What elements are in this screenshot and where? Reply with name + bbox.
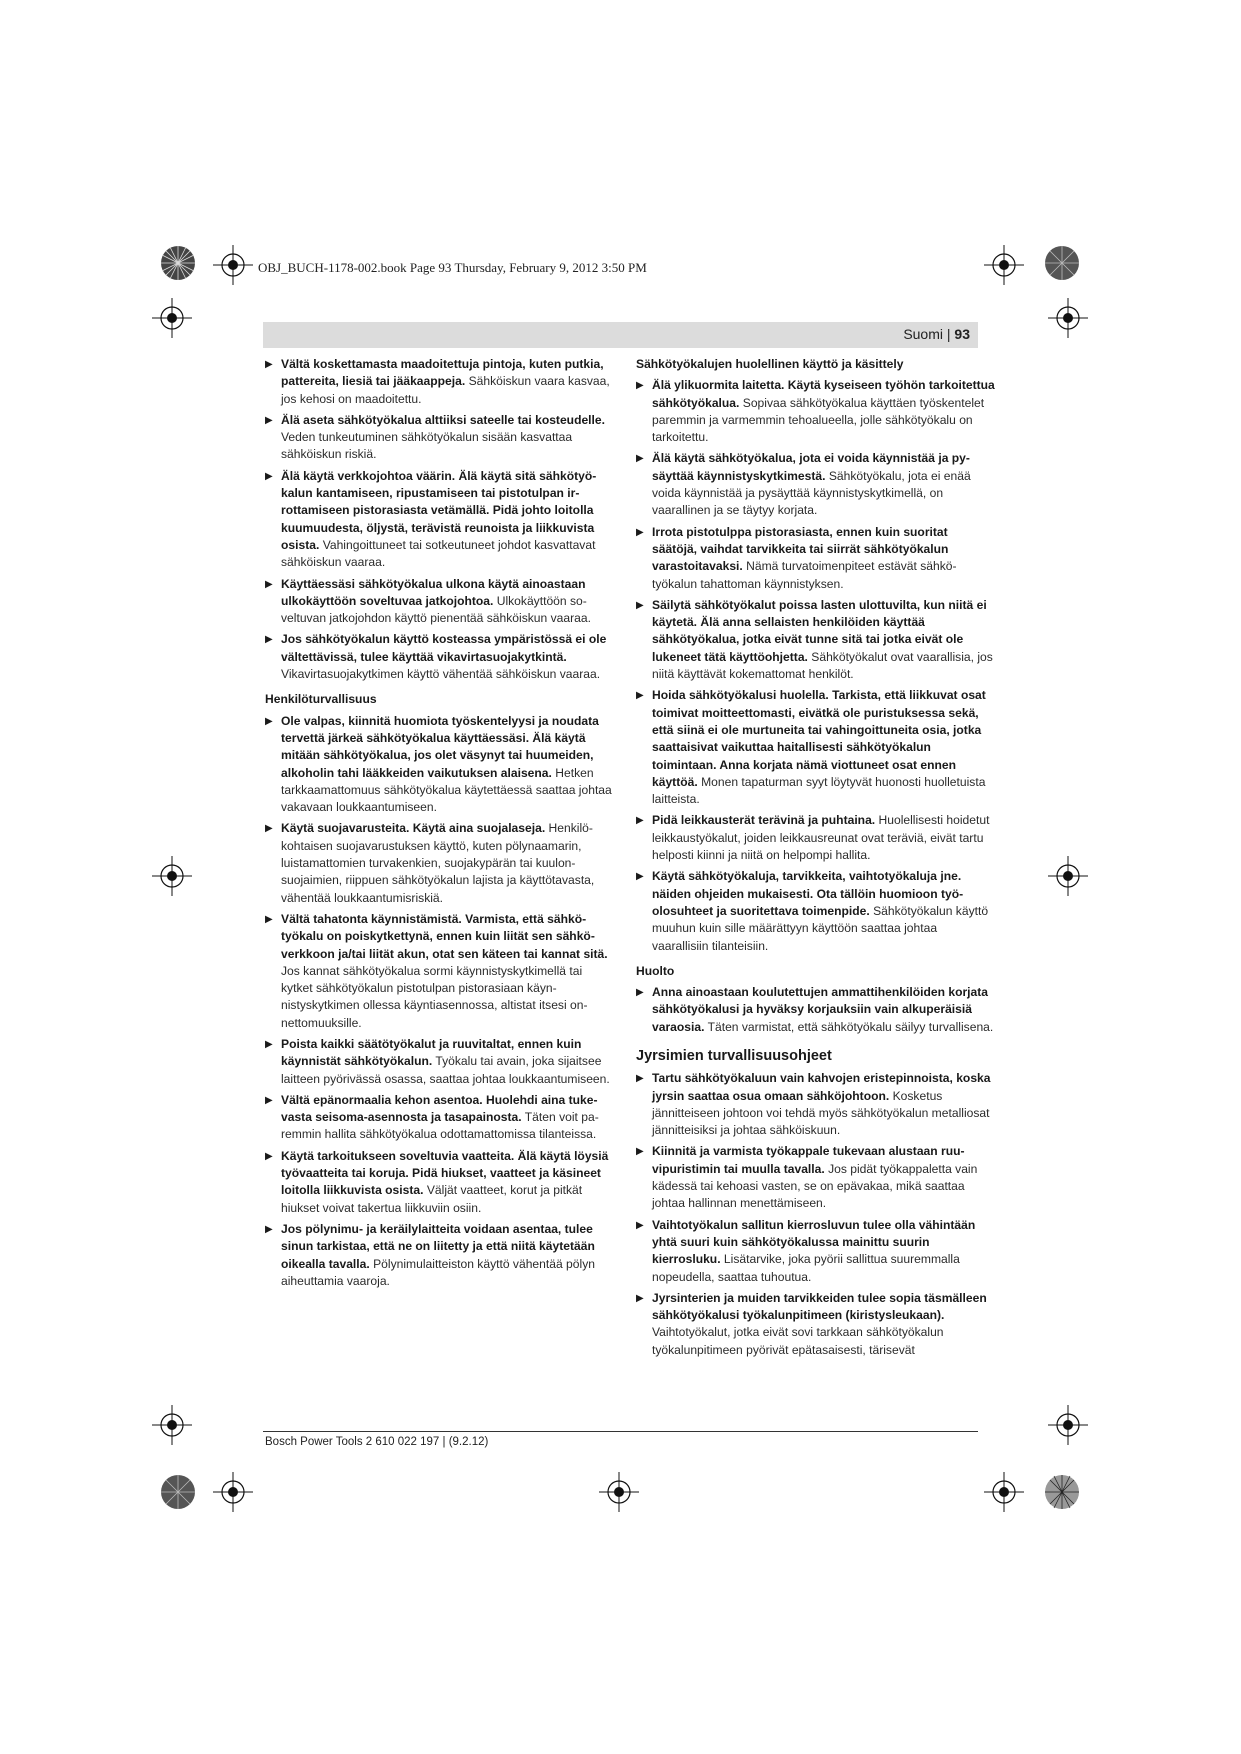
triangle-bullet-icon: ▶ <box>265 414 273 426</box>
instruction-explanation: Jos kannat sähkötyökalua sormi käynnistyskytkimellä tai kytket sähkötyökalun pistotulpan pistorasiaan käynnistyskytkimen ollessa käyntiasennossa, altistat itsesi onnettomuuksille. <box>281 963 588 1030</box>
instruction-explanation: Vikavirtasuojakytkimen käyttö vähentää sähköiskun vaaraa. <box>281 667 601 682</box>
instruction-emphasis: Irrota pistotulppa pistorasiasta, ennen kuin suoritat säätöjä, vaihdat tarvikkeita tai siirrät sähkötyökalun varastoitavaksi. <box>652 524 949 574</box>
instruction-explanation: Sähkötyökalu, jota ei enää voida käynnistää ja pysäyttää käynnistyskytkimellä, on vaarallinen ja se täytyy korjata. <box>652 468 971 518</box>
registration-rosette-icon <box>1044 1474 1080 1510</box>
triangle-bullet-icon: ▶ <box>265 1223 273 1235</box>
instruction-emphasis: Jos sähkötyökalun käyttö kosteassa ympäristössä ei ole vältettävissä, tulee käyttää vikavirtasuojakytkintä. <box>281 632 607 664</box>
instruction-emphasis: Jyrsinterien ja muiden tarvikkeiden tulee sopia täsmälleen sähkötyökalusi työkalunpitimeen (kiristysleukaan). <box>652 1290 987 1323</box>
safety-instruction-item <box>265 576 617 628</box>
safety-instruction-item <box>636 687 996 808</box>
registration-rosette-icon <box>160 1474 196 1510</box>
instruction-emphasis: Älä käytä verkkojohtoa väärin. Älä käytä sitä sähkötyökalun kantamiseen, ripustamiseen tai pistotulpan irrottamiseen pistorasiasta vetämällä. Pidä johto loitolla kuumuudesta, öljystä, terävistä reunoista ja liikkuvista osista. <box>281 468 597 552</box>
safety-instruction-item <box>265 1036 617 1088</box>
instruction-emphasis: Kiinnitä ja varmista työkappale tukevaan alustaan ruuvipuristimin tai muulla tavalla. <box>652 1144 965 1176</box>
instruction-explanation: Hetken tarkkaamattomuus sähkötyökalua käytettäessä saattaa johtaa vakavaan loukkaantumiseen. <box>281 765 612 815</box>
crosshair-target-icon <box>213 1472 253 1512</box>
instruction-explanation: Täten voit paremmin hallita sähkötyökalua odottamattomissa tilanteissa. <box>281 1110 599 1142</box>
safety-instruction-item <box>636 812 996 864</box>
instruction-emphasis: Anna ainoastaan koulutettujen ammattihenkilöiden korjata sähkötyökalusi ja hyväksy korjauksiin vain alkuperäisiä varaosia. <box>652 985 988 1034</box>
triangle-bullet-icon: ▶ <box>636 987 644 999</box>
safety-instruction-item <box>636 984 996 1036</box>
instruction-emphasis: Tartu sähkötyökaluun vain kahvojen eristepinnoista, koska jyrsin saattaa osua omaan sähköjohtoon. <box>652 1071 991 1103</box>
page-number: 93 <box>954 326 970 342</box>
triangle-bullet-icon: ▶ <box>636 690 644 702</box>
safety-instruction-item <box>636 1143 996 1212</box>
crosshair-target-icon <box>213 245 253 285</box>
safety-instruction-item <box>265 356 617 408</box>
crosshair-target-icon <box>984 245 1024 285</box>
safety-instruction-item <box>265 412 617 464</box>
page-label <box>903 326 970 342</box>
instruction-explanation: Kosketus jännitteiseen johtoon voi tehdä myös sähkötyökalun metalliosat jännitteisiksi ja johtaa sähköiskuun. <box>652 1088 990 1138</box>
print-job-header: OBJ_BUCH-1178-002.book Page 93 Thursday, February 9, 2012 3:50 PM <box>258 260 647 275</box>
crosshair-target-icon <box>1048 298 1088 338</box>
crosshair-target-icon <box>984 1472 1024 1512</box>
subsection-heading: Huolto <box>636 963 675 978</box>
triangle-bullet-icon: ▶ <box>636 526 644 538</box>
instruction-emphasis: Pidä leikkausterät terävinä ja puhtaina. <box>652 813 876 828</box>
instruction-emphasis: Vältä tahatonta käynnistämistä. Varmista, että sähkötyökalu on poiskytkettynä, ennen kuin liität sen sähköverkkoon ja/tai liität akun, otat sen käteen tai kannat sitä. <box>281 911 608 961</box>
triangle-bullet-icon: ▶ <box>636 380 644 392</box>
instruction-explanation: Lisätarvike, joka pyörii sallittua suuremmalla nopeudella, saattaa tuhoutua. <box>652 1252 960 1284</box>
instruction-emphasis: Käytä tarkoitukseen soveltuvia vaatteita. Älä käytä löysiä työvaatteita tai koruja. Pidä hiukset, vaatteet ja käsineet loitolla liikkuvista osista. <box>281 1148 609 1198</box>
instruction-explanation: Henkilökohtaisen suojavarustuksen käyttö, kuten pölynaamarin, luistamattomien turvakenkien, suojakypärän tai kuulonsuojaimien, riippuen sähkötyökalun lajista ja käyttötavasta, vähentää loukkaantumisriskiä. <box>281 821 595 905</box>
crosshair-target-icon <box>1048 1405 1088 1445</box>
subsection-heading: Henkilöturvallisuus <box>265 692 377 707</box>
instruction-explanation: Väljät vaatteet, korut ja pitkät hiukset voivat takertua liikkuviin osiin. <box>281 1183 583 1215</box>
triangle-bullet-icon: ▶ <box>265 913 273 925</box>
instruction-explanation: Työkalu tai avain, joka sijaitsee laitteen pyörivässä osassa, saattaa johtaa loukkaantumiseen. <box>281 1054 610 1086</box>
instruction-explanation: Sopivaa sähkötyökalua käyttäen työskentelet paremmin ja varmemmin tehoalueella, jolle sähkötyökalu on tarkoitettu. <box>652 395 985 445</box>
triangle-bullet-icon: ▶ <box>636 1219 644 1231</box>
triangle-bullet-icon: ▶ <box>265 470 273 482</box>
triangle-bullet-icon: ▶ <box>636 599 644 611</box>
triangle-bullet-icon: ▶ <box>265 823 273 835</box>
safety-instruction-item <box>636 868 996 954</box>
safety-instruction-item <box>636 597 996 683</box>
crosshair-target-icon <box>152 1405 192 1445</box>
instruction-emphasis: Säilytä sähkötyökalut poissa lasten ulottuvilta, kun niitä ei käytetä. Älä anna sellaisten henkilöiden käyttää sähkötyökalua, jotka eivät tunne sitä tai jotka eivät ole lukeneet tätä käyttöohjetta. <box>652 597 987 664</box>
safety-instruction-item <box>636 377 996 446</box>
instruction-emphasis: Käytä suojavarusteita. Käytä aina suojalaseja. <box>281 821 546 836</box>
registration-rosette-icon <box>160 245 196 281</box>
triangle-bullet-icon: ▶ <box>636 1146 644 1158</box>
instruction-explanation: Sähkötyökalun käyttö muuhun kuin sille määrättyyn käyttöön saattaa johtaa vaarallisiin tilanteisiin. <box>652 903 989 953</box>
right-column <box>636 356 996 1363</box>
triangle-bullet-icon: ▶ <box>265 1038 273 1050</box>
triangle-bullet-icon: ▶ <box>636 1073 644 1085</box>
instruction-explanation: Huolellisesti hoidetut leikkaustyökalut, joiden leikkausreunat ovat teräviä, eivät tartu helposti kiinni ja niitä on helpompi hallita. <box>652 813 990 863</box>
instruction-emphasis: Jos pölynimu- ja keräilylaitteita voidaan asentaa, tulee sinun tarkistaa, että ne on liitetty ja että niitä käytetään oikealla tavalla. <box>281 1221 595 1271</box>
instruction-explanation: Ulkokäyttöön soveltuvan jatkojohdon käyttö pienentää sähköiskun vaaraa. <box>281 593 591 626</box>
page-header-band <box>263 322 978 348</box>
triangle-bullet-icon: ▶ <box>265 578 273 590</box>
safety-instruction-item <box>636 1290 996 1359</box>
instruction-explanation: Sähkötyökalut ovat vaarallisia, jos niitä käyttävät kokemattomat henkilöt. <box>652 649 993 682</box>
safety-instruction-item <box>265 631 617 683</box>
instruction-emphasis: Käyttäessäsi sähkötyökalua ulkona käytä ainoastaan ulkokäyttöön soveltuvaa jatkojohtoa. <box>281 576 586 608</box>
language-label: Suomi <box>903 326 943 342</box>
instruction-explanation: Vahingoittuneet tai sotkeutuneet johdot kasvattavat sähköiskun vaaraa. <box>281 537 596 570</box>
triangle-bullet-icon: ▶ <box>265 715 273 727</box>
safety-instruction-item <box>265 713 617 817</box>
safety-instruction-item <box>265 1221 617 1290</box>
safety-instruction-item <box>636 1070 996 1139</box>
instruction-explanation: Monen tapaturman syyt löytyvät huonosti huolletuista laitteista. <box>652 774 986 807</box>
instruction-emphasis: Vaihtotyökalun sallitun kierrosluvun tulee olla vähintään yhtä suuri kuin sähkötyökalussa mainittu suurin kierrosluku. <box>652 1217 976 1267</box>
triangle-bullet-icon: ▶ <box>265 359 273 370</box>
crosshair-target-icon <box>152 856 192 896</box>
safety-instruction-item <box>636 1217 996 1286</box>
instruction-emphasis: Älä aseta sähkötyökalua alttiiksi sateelle tai kosteudelle. <box>281 412 605 427</box>
instruction-emphasis: Hoida sähkötyökalusi huolella. Tarkista, että liikkuvat osat toimivat moitteettomasti, eivätkä ole puristuksessa sekä, että siinä ei ole murtuneita tai vahingoittuneita osia, jotka saattaisivat vaikuttaa haitallisesti sähkötyökalun toimintaan. Anna korjata nämä viottuneet osat ennen käyttöä. <box>652 688 986 789</box>
page-label-separator: | <box>946 326 951 342</box>
safety-instruction-item <box>265 1092 617 1144</box>
triangle-bullet-icon: ▶ <box>265 1094 273 1106</box>
instruction-explanation: Nämä turvatoimenpiteet estävät sähkötyökalun tahattoman käynnistyksen. <box>652 559 957 591</box>
safety-instruction-item <box>636 450 996 519</box>
crosshair-target-icon <box>599 1472 639 1512</box>
instruction-emphasis: Ole valpas, kiinnitä huomiota työskentelyysi ja noudata tervettä järkeä sähkötyökalua käyttäessäsi. Älä käytä mitään sähkötyökalua, jos olet väsynyt tai huumeiden, alkoholin tahi lääkkeiden vaikutuksen alaisena. <box>281 713 599 780</box>
crosshair-target-icon <box>152 298 192 338</box>
instruction-explanation: Pölynimulaitteiston käyttö vähentää pölyn aiheuttamia vaaroja. <box>281 1256 595 1288</box>
section-heading: Jyrsimien turvallisuusohjeet <box>636 1047 832 1064</box>
instruction-explanation: Veden tunkeutuminen sähkötyökalun sisään kasvattaa sähköiskun riskiä. <box>281 430 573 462</box>
instruction-emphasis: Poista kaikki säätötyökalut ja ruuvitaltat, ennen kuin käynnistät sähkötyökalun. <box>281 1036 582 1069</box>
crosshair-target-icon <box>1048 856 1088 896</box>
safety-instruction-item <box>636 524 996 593</box>
registration-rosette-icon <box>1044 245 1080 281</box>
triangle-bullet-icon: ▶ <box>265 1150 273 1162</box>
triangle-bullet-icon: ▶ <box>636 453 644 465</box>
instruction-emphasis: Älä ylikuormita laitetta. Käytä kyseiseen työhön tarkoitettua sähkötyökalua. <box>652 378 995 410</box>
instruction-explanation: Vaihtotyökalut, jotka eivät sovi tarkkaan sähkötyökalun työkalunpitimeen pyörivät epätasaisesti, tärisevät <box>652 1325 944 1357</box>
footer-divider <box>263 1431 978 1432</box>
subsection-heading: Sähkötyökalujen huolellinen käyttö ja käsittely <box>636 357 904 371</box>
triangle-bullet-icon: ▶ <box>265 634 273 646</box>
instruction-emphasis: Vältä koskettamasta maadoitettuja pintoja, kuten putkia, pattereita, liesiä tai jääkaappeja. <box>281 357 604 389</box>
left-column <box>265 356 617 1294</box>
triangle-bullet-icon: ▶ <box>636 815 644 827</box>
instruction-explanation: Sähköiskun vaara kasvaa, jos kehosi on maadoitettu. <box>281 374 610 406</box>
instruction-emphasis: Vältä epänormaalia kehon asentoa. Huolehdi aina tukevasta seisoma-asennosta ja tasapainosta. <box>281 1092 598 1125</box>
safety-instruction-item <box>265 468 617 572</box>
page-footer: Bosch Power Tools 2 610 022 197 | (9.2.12) <box>265 1436 489 1448</box>
safety-instruction-item <box>265 911 617 1032</box>
triangle-bullet-icon: ▶ <box>636 1292 644 1304</box>
instruction-explanation: Täten varmistat, että sähkötyökalu säilyy turvallisena. <box>704 1019 994 1034</box>
safety-instruction-item <box>265 1148 617 1217</box>
safety-instruction-item <box>265 820 617 906</box>
triangle-bullet-icon: ▶ <box>636 871 644 883</box>
instruction-emphasis: Älä käytä sähkötyökalua, jota ei voida käynnistää ja pysäyttää käynnistyskytkimestä. <box>652 451 970 483</box>
instruction-emphasis: Käytä sähkötyökaluja, tarvikkeita, vaihtotyökaluja jne. näiden ohjeiden mukaisesti. Ota tällöin huomioon työolosuhteet ja suoritettava toimenpide. <box>652 869 964 918</box>
instruction-explanation: Jos pidät työkappaletta vain kädessä tai kehoasi vasten, se on epävakaa, mikä saattaa johtaa hallinnan menettämiseen. <box>652 1161 978 1211</box>
